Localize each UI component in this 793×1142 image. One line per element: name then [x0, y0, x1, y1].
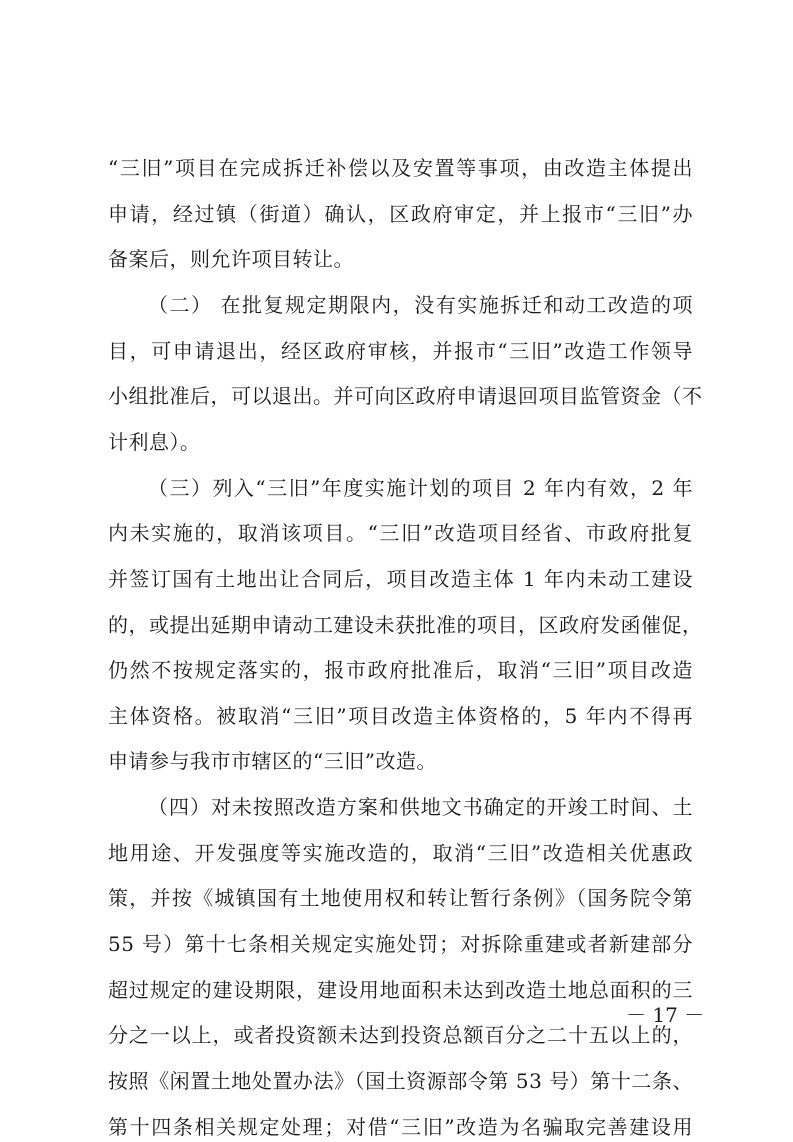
- paragraph-line: （二） 在批复规定期限内，没有实施拆迁和动工改造的项: [148, 293, 693, 317]
- paragraph-line: 备案后，则允许项目转让。: [108, 247, 354, 271]
- paragraph-line: （三）列入“三旧”年度实施计划的项目 2 年内有效，2 年: [148, 476, 693, 500]
- paragraph-line: 申请参与我市市辖区的“三旧”改造。: [108, 749, 437, 773]
- paragraph-line: 的，或提出延期申请动工建设未获批准的项目，区政府发函催促，: [108, 613, 703, 637]
- paragraph-line: 按照《闲置土地处置办法》（国土资源部令第 53 号）第十二条、: [108, 1069, 693, 1093]
- page-number: － 17 －: [626, 1003, 705, 1027]
- paragraph-line: 计利息）。: [108, 430, 201, 454]
- paragraph-line: 仍然不按规定落实的，报市政府批准后，取消“三旧”项目改造: [108, 658, 693, 682]
- paragraph-line: 超过规定的建设期限，建设用地面积未达到改造土地总面积的三: [108, 978, 693, 1002]
- paragraph-line: 内未实施的，取消该项目。“三旧”改造项目经省、市政府批复: [108, 521, 693, 545]
- paragraph-line: 主体资格。被取消“三旧”项目改造主体资格的，5 年内不得再: [108, 704, 693, 728]
- paragraph-line: 地用途、开发强度等实施改造的，取消“三旧”改造相关优惠政: [108, 841, 693, 865]
- paragraph-line: 目，可申请退出，经区政府审核，并报市“三旧”改造工作领导: [108, 339, 693, 363]
- paragraph-line: 策，并按《城镇国有土地使用权和转让暂行条例》（国务院令第: [108, 886, 693, 910]
- paragraph-line: 并签订国有土地出让合同后，项目改造主体 1 年内未动工建设: [108, 567, 693, 591]
- paragraph-line: “三旧”项目在完成拆迁补偿以及安置等事项，由改造主体提出: [108, 156, 693, 180]
- paragraph-line: 第十四条相关规定处理；对借“三旧”改造为名骗取完善建设用: [108, 1115, 693, 1139]
- paragraph-line: 55 号）第十七条相关规定实施处罚；对拆除重建或者新建部分: [108, 932, 693, 956]
- paragraph-line: 小组批准后，可以退出。并可向区政府申请退回项目监管资金（不: [108, 384, 703, 408]
- paragraph-line: 申请，经过镇（街道）确认，区政府审定，并上报市“三旧”办: [108, 202, 693, 226]
- paragraph-line: （四）对未按照改造方案和供地文书确定的开竣工时间、土: [148, 795, 693, 819]
- paragraph-line: 分之一以上，或者投资额未达到投资总额百分之二十五以上的，: [108, 1023, 693, 1047]
